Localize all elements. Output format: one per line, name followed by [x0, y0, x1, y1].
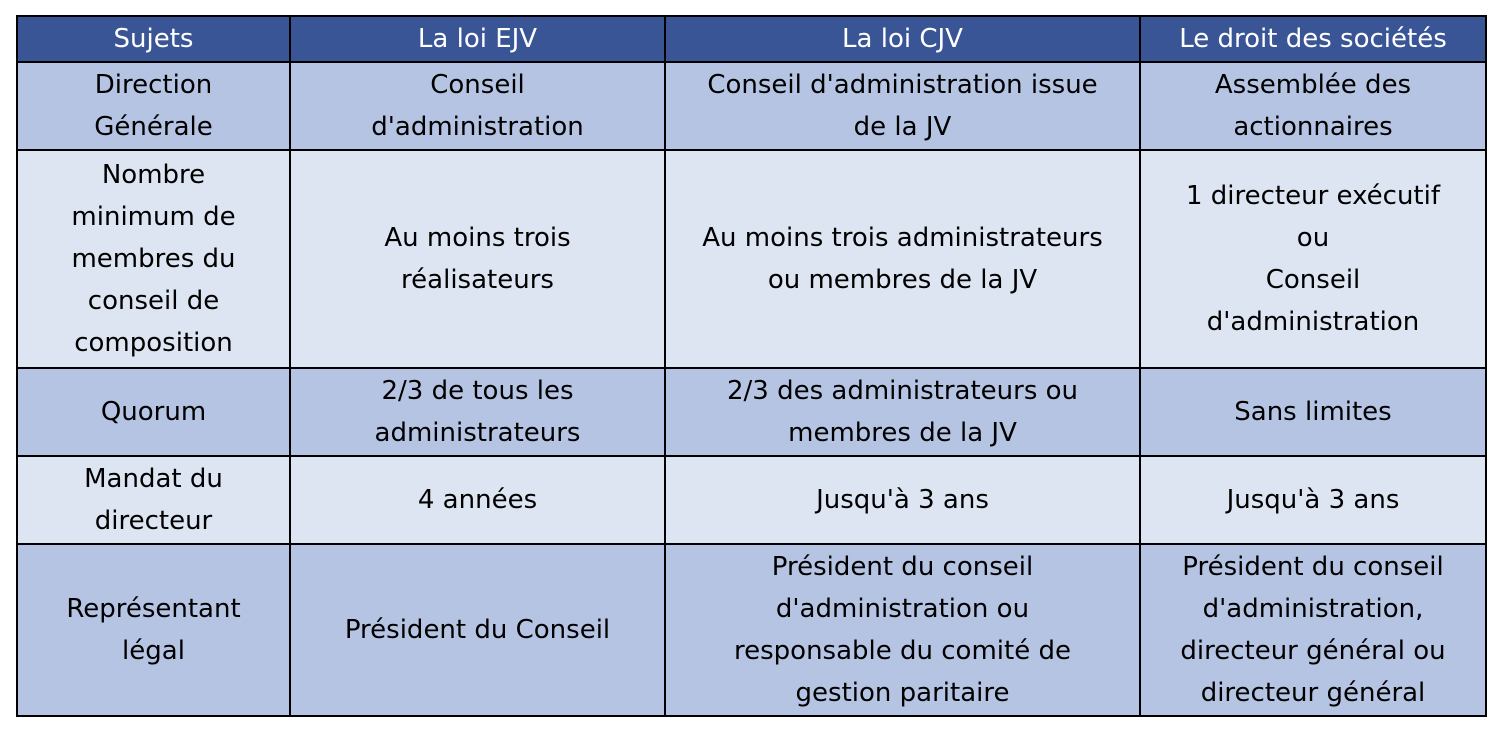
table-cell: Sans limites: [1140, 368, 1486, 456]
table-row: [17, 456, 1486, 544]
table-cell: Au moins trois administrateurs ou membres de la JV: [665, 150, 1140, 368]
table-cell: Au moins trois réalisateurs: [290, 150, 665, 368]
table-cell: Président du conseil d'administration, directeur général ou directeur général: [1140, 544, 1486, 716]
header-cell-cjv: La loi CJV: [665, 16, 1140, 62]
table-cell: Président du Conseil: [290, 544, 665, 716]
table-cell: 4 années: [290, 456, 665, 544]
table-row: [17, 544, 1486, 716]
header-cell-ejv: La loi EJV: [290, 16, 665, 62]
table-cell: 2/3 des administrateurs ou membres de la JV: [665, 368, 1140, 456]
table-cell: 2/3 de tous les administrateurs: [290, 368, 665, 456]
row-label: Direction Générale: [17, 62, 290, 150]
comparison-table: [16, 15, 1487, 717]
row-label: Mandat du directeur: [17, 456, 290, 544]
table-cell: 1 directeur exécutif ou Conseil d'administration: [1140, 150, 1486, 368]
table-row: [17, 150, 1486, 368]
row-label: Nombre minimum de membres du conseil de composition: [17, 150, 290, 368]
header-row: [17, 16, 1486, 62]
header-cell-sujets: Sujets: [17, 16, 290, 62]
table-cell: Conseil d'administration issue de la JV: [665, 62, 1140, 150]
table-row: [17, 368, 1486, 456]
row-label: Quorum: [17, 368, 290, 456]
table-row: [17, 62, 1486, 150]
table-cell: Assemblée des actionnaires: [1140, 62, 1486, 150]
table-cell: Président du conseil d'administration ou responsable du comité de gestion paritaire: [665, 544, 1140, 716]
table-cell: Jusqu'à 3 ans: [665, 456, 1140, 544]
table-cell: Conseil d'administration: [290, 62, 665, 150]
header-cell-droit-societes: Le droit des sociétés: [1140, 16, 1486, 62]
row-label: Représentant légal: [17, 544, 290, 716]
table-cell: Jusqu'à 3 ans: [1140, 456, 1486, 544]
